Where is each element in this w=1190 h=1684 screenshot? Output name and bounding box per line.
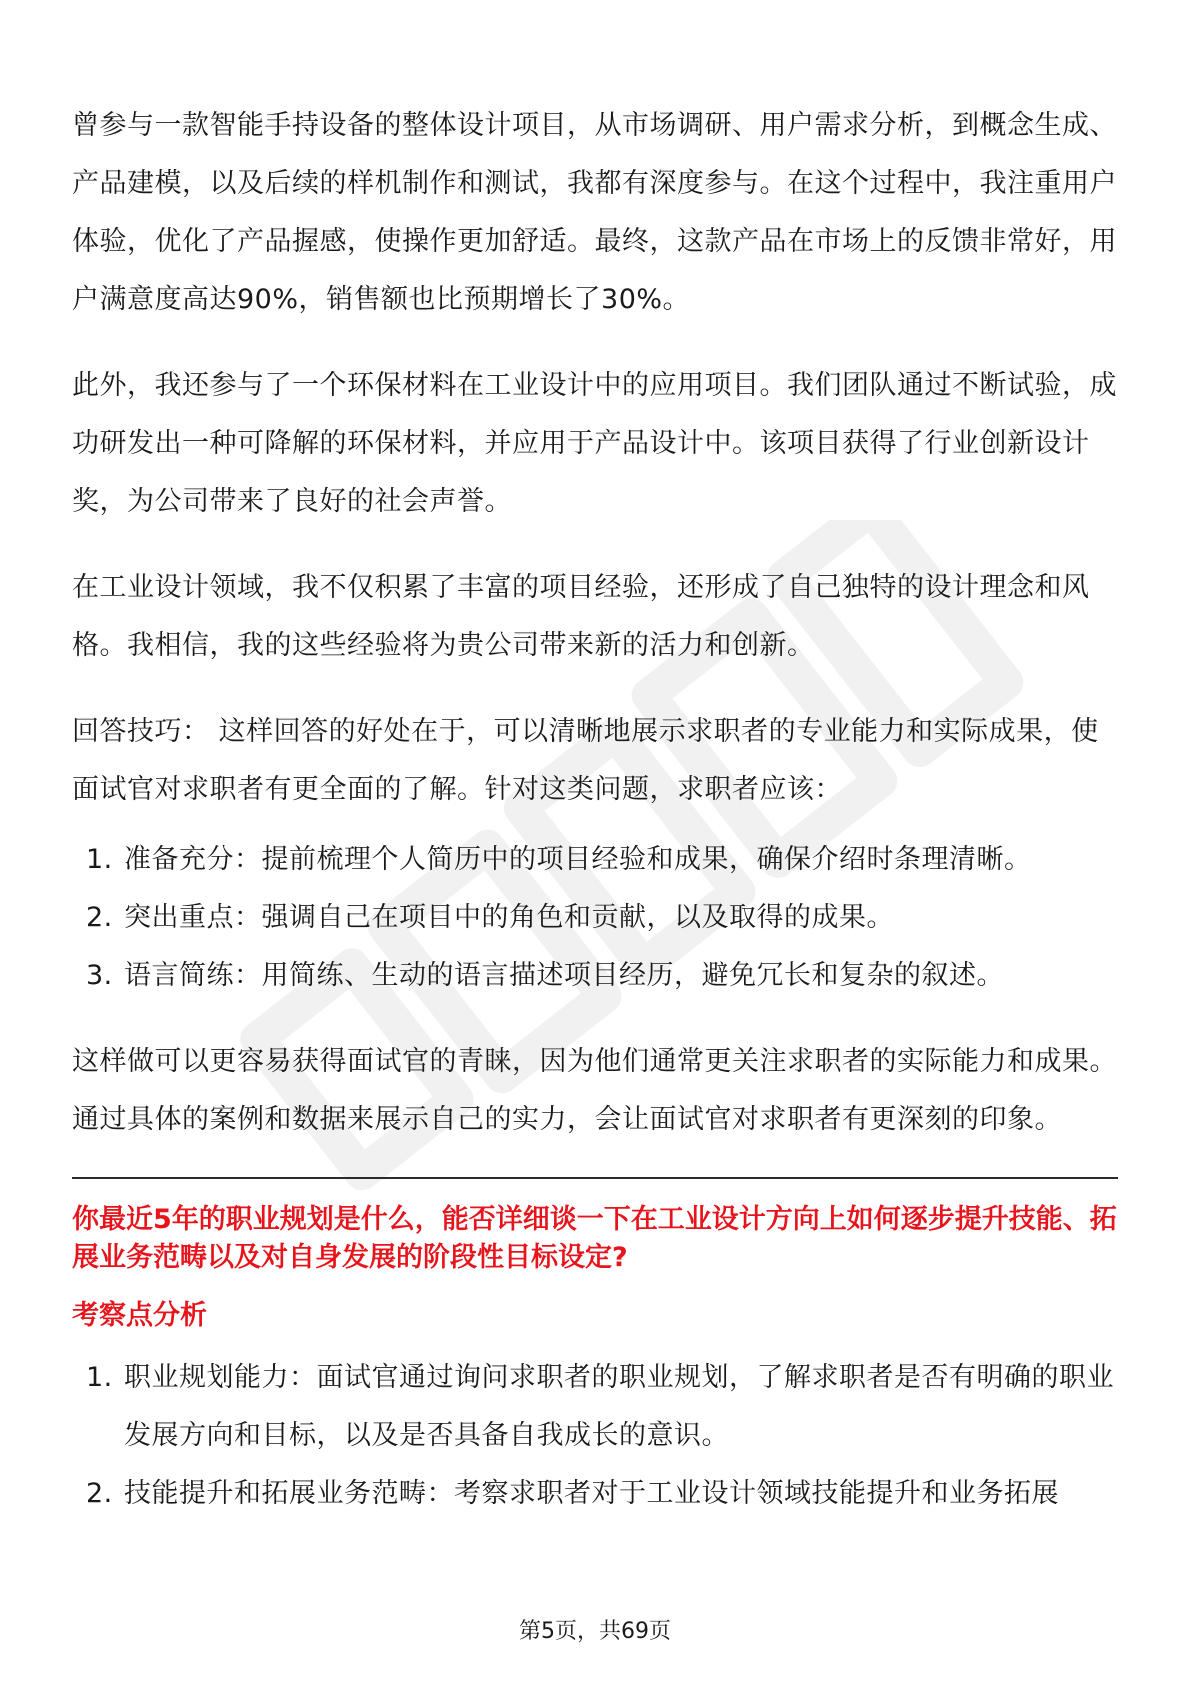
analysis-title: 考察点分析	[72, 1300, 207, 1331]
list-item-text: 突出重点：强调自己在项目中的角色和贡献，以及取得的成果。	[124, 902, 894, 933]
list-item-text: 职业规划能力：面试官通过询问求职者的职业规划，了解求职者是否有明确的职业发展方向和目标，以及是否具备自我成长的意识。	[124, 1362, 1114, 1451]
list-item	[72, 889, 1118, 947]
list-item-text: 技能提升和拓展业务范畴：考察求职者对于工业设计领域技能提升和业务拓展	[124, 1478, 1059, 1509]
paragraph-conclusion: 这样做可以更容易获得面试官的青睐，因为他们通常更关注求职者的实际能力和成果。通过具体的案例和数据来展示自己的实力，会让面试官对求职者有更深刻的印象。	[72, 1046, 1117, 1135]
list-item-text: 语言简练：用简练、生动的语言描述项目经历，避免冗长和复杂的叙述。	[124, 960, 1004, 991]
section-divider	[72, 1177, 1118, 1179]
main-content	[72, 97, 1118, 1551]
list-item-number: 2.	[86, 902, 113, 933]
paragraph-project-experience: 曾参与一款智能手持设备的整体设计项目，从市场调研、用户需求分析，到概念生成、产品建模，以及后续的样机制作和测试，我都有深度参与。在这个过程中，我注重用户体验，优化了产品握感，使操作更加舒适。最终，这款产品在市场上的反馈非常好，用户满意度高达90%，销售额也比预期增长了30%。	[72, 110, 1117, 315]
list-item	[72, 947, 1118, 1005]
list-item	[72, 831, 1118, 889]
list-item	[72, 1349, 1118, 1465]
list-item-text: 准备充分：提前梳理个人简历中的项目经验和成果，确保介绍时条理清晰。	[124, 844, 1032, 875]
tips-list	[72, 831, 1118, 1005]
list-item-number: 1.	[86, 1362, 113, 1393]
interview-question: 你最近5年的职业规划是什么，能否详细谈一下在工业设计方向上如何逐步提升技能、拓展业务范畴以及对自身发展的阶段性目标设定?	[72, 1204, 1117, 1273]
analysis-list	[72, 1349, 1118, 1523]
page-footer: 第5页，共69页	[519, 1619, 671, 1644]
list-item	[72, 1465, 1118, 1523]
paragraph-design-philosophy: 在工业设计领域，我不仅积累了丰富的项目经验，还形成了自己独特的设计理念和风格。我相信，我的这些经验将为贵公司带来新的活力和创新。	[72, 572, 1090, 661]
paragraph-eco-material-project: 此外，我还参与了一个环保材料在工业设计中的应用项目。我们团队通过不断试验，成功研发出一种可降解的环保材料，并应用于产品设计中。该项目获得了行业创新设计奖，为公司带来了良好的社会声誉。	[72, 370, 1117, 517]
list-item-number: 2.	[86, 1478, 113, 1509]
paragraph-answer-tips: 回答技巧： 这样回答的好处在于，可以清晰地展示求职者的专业能力和实际成果，使面试官对求职者有更全面的了解。针对这类问题，求职者应该：	[72, 716, 1099, 805]
list-item-number: 3.	[86, 960, 113, 991]
list-item-number: 1.	[86, 844, 113, 875]
